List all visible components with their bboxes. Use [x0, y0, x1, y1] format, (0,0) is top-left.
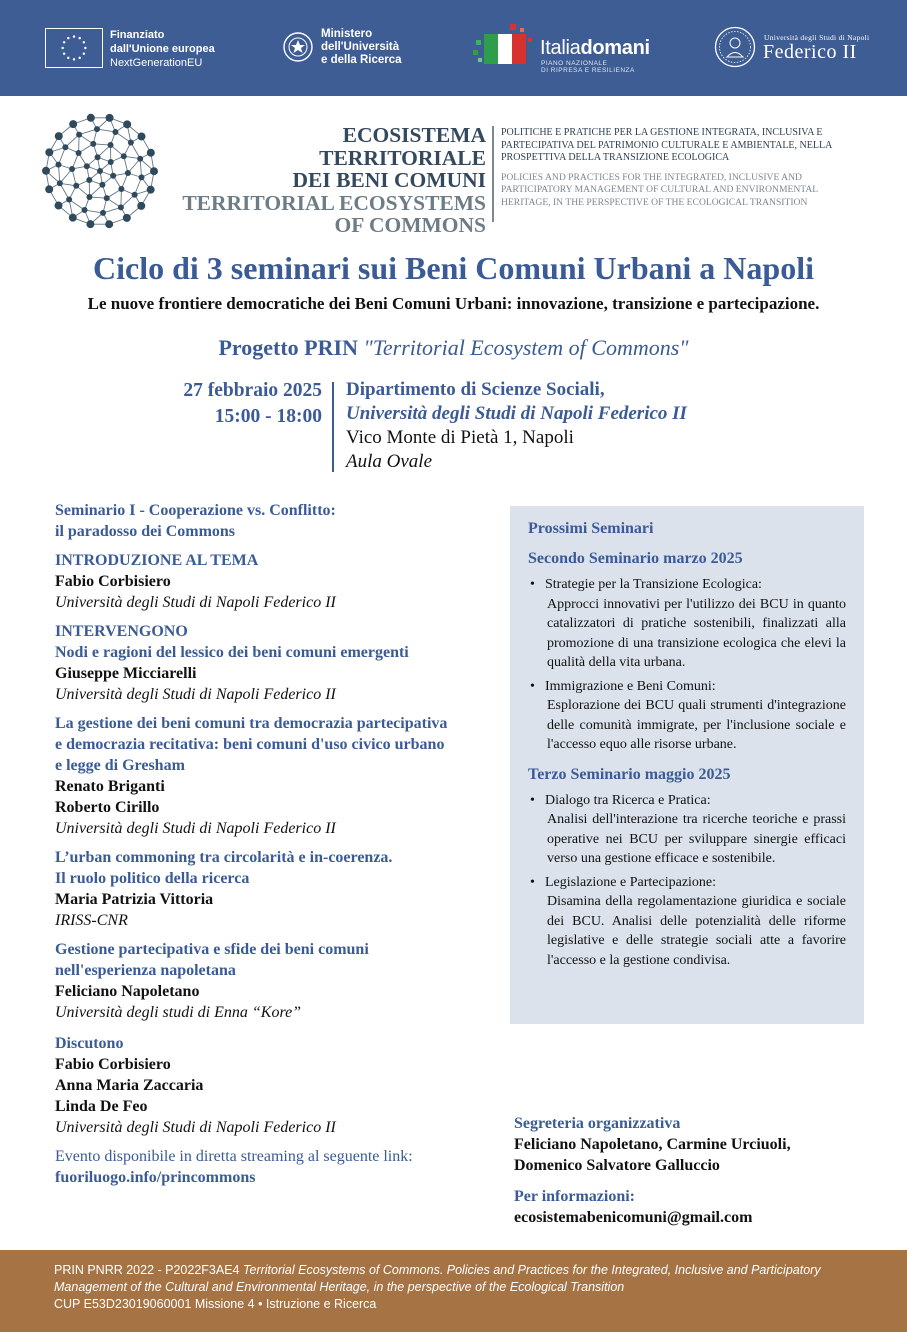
topic-description: Esplorazione dei BCU quali strumenti d'integrazione delle comunità immigrate, per l'inclusione sociale e l'accesso equo alle risorse urbane. — [547, 698, 846, 752]
topic-title: Immigrazione e Beni Comuni: — [545, 678, 716, 694]
secretariat-heading: Segreteria organizzativa — [514, 1115, 681, 1132]
eu-line-3: NextGenerationEU — [110, 57, 203, 69]
seminar-title-line-2: il paradosso dei Commons — [55, 523, 236, 540]
seminar-title-line-1: Seminario I - Cooperazione vs. Conflitto: — [55, 502, 336, 519]
italian-republic-emblem-icon — [282, 30, 314, 64]
ecosystem-description — [501, 127, 861, 209]
event-department: Dipartimento di Scienze Sociali, — [346, 379, 605, 400]
topic-description: Approcci innovativi per l'utilizzo dei BCU in quanto catalizzatori di pratiche sostenibili, finalizzati alla promozione di una transizione ecologica che elevi la qualità della vita urbana. — [547, 596, 846, 670]
talk-1-speaker: Giuseppe Micciarelli — [55, 665, 197, 682]
third-seminar-list — [528, 791, 846, 971]
talk-2-affiliation: Università degli Studi di Napoli Federico II — [55, 820, 336, 837]
list-item — [528, 677, 846, 755]
top-logo-bar — [0, 0, 907, 96]
bullet-icon: • — [530, 678, 535, 694]
seminar-program — [55, 500, 505, 1188]
mur-line-1: Ministero — [321, 28, 373, 40]
eu-line-2: dall'Unione europea — [110, 43, 215, 55]
mur-line-2: dell'Università — [321, 41, 400, 53]
italia-domani-logo-text — [540, 37, 650, 60]
talk-4-affiliation: Università degli studi di Enna “Kore” — [55, 1004, 302, 1021]
federico-university-label: Università degli Studi di Napoli — [764, 33, 870, 42]
secretariat-line-1: Feliciano Napoletano, Carmine Urciuoli, — [514, 1136, 791, 1153]
discussants-heading: Discutono — [55, 1035, 124, 1052]
federico-ii-seal-icon — [714, 26, 756, 68]
eu-flag-icon — [45, 28, 103, 68]
list-item — [528, 791, 846, 869]
pnrr-line-1: PIANO NAZIONALE — [541, 60, 608, 67]
ecosystem-divider — [492, 126, 494, 222]
secretariat-line-2: Domenico Salvatore Galluccio — [514, 1157, 720, 1174]
italia-word: Italia — [540, 37, 581, 59]
bullet-icon: • — [530, 874, 535, 890]
third-seminar-title: Terzo Seminario maggio 2025 — [528, 765, 731, 783]
network-graph-logo-icon — [40, 112, 160, 230]
ecosystem-description-en: POLICIES AND PRACTICES FOR THE INTEGRATED, INCLUSIVE AND PARTICIPATORY MANAGEMENT OF CULTURAL AND ENVIRONMENTAL HERITAGE, IN THE PERSPECTIVE OF THE ECOLOGICAL TRANSITION — [501, 171, 818, 208]
talk-4-title-line-1: Gestione partecipativa e sfide dei beni comuni — [55, 941, 369, 958]
event-address: Vico Monte di Pietà 1, Napoli — [346, 427, 574, 448]
contacts-block — [514, 1113, 874, 1228]
bullet-icon: • — [530, 577, 535, 592]
topic-title: Legislazione e Partecipazione: — [545, 874, 717, 890]
second-seminar-list — [528, 575, 846, 755]
discussant-1: Fabio Corbisiero — [55, 1056, 171, 1073]
info-heading: Per informazioni: — [514, 1188, 636, 1205]
talk-3-speaker: Maria Patrizia Vittoria — [55, 891, 214, 908]
bullet-icon: • — [530, 792, 535, 808]
next-seminars-heading: Prossimi Seminari — [528, 520, 654, 537]
talk-3-title-line-1: L’urban commoning tra circolarità e in-coerenza. — [55, 849, 393, 866]
prin-project-name: "Territorial Ecosystem of Commons" — [363, 335, 689, 360]
ecosystem-title — [178, 124, 486, 237]
next-seminars-panel — [510, 506, 864, 1024]
page-subtitle: Le nuove frontiere democratiche dei Beni Comuni Urbani: innovazione, transizione e partecipazione. — [87, 294, 820, 313]
talk-2-title-line-2: e democrazia recitativa: beni comuni d'uso civico urbano — [55, 736, 445, 753]
talk-1-title: Nodi e ragioni del lessico dei beni comuni emergenti — [55, 644, 409, 661]
eu-funding-label — [110, 28, 215, 70]
pnrr-line-2: DI RIPRESA E RESILIENZA — [541, 67, 635, 74]
talk-2-speaker-2: Roberto Cirillo — [55, 799, 160, 816]
eu-line-1: Finanziato — [110, 29, 165, 41]
mur-line-3: e della Ricerca — [321, 54, 402, 66]
topic-title: Strategie per la Transizione Ecologica: — [545, 577, 762, 592]
talk-2-title-line-3: e legge di Gresham — [55, 757, 185, 774]
federico-ii-name: Federico II — [763, 41, 857, 63]
prin-label: Progetto PRIN — [218, 335, 358, 360]
discussants-affiliation: Università degli Studi di Napoli Federico II — [55, 1119, 336, 1136]
footer-project-title: Territorial Ecosystems of Commons. Policies and Practices for the Integrated, Inclusive and Participatory Management of the Cultural and Environmental Heritage, in the perspective of the Ecological Transition — [54, 1263, 821, 1294]
footer-project-code: PRIN PNRR 2022 - P2022F3AE4 — [54, 1263, 240, 1277]
contact-email[interactable]: ecosistemabenicomuni@gmail.com — [514, 1209, 753, 1226]
footer-bar — [0, 1250, 907, 1332]
streaming-text: Evento disponibile in diretta streaming al seguente link: — [55, 1148, 413, 1165]
italia-domani-mark-icon — [470, 20, 534, 74]
list-item — [528, 575, 846, 673]
date-place-divider — [332, 382, 334, 472]
intro-affiliation: Università degli Studi di Napoli Federico II — [55, 594, 336, 611]
prin-project-line — [0, 335, 907, 361]
ecosystem-title-en-2: OF COMMONS — [334, 213, 486, 237]
page-title: Ciclo di 3 seminari sui Beni Comuni Urbani a Napoli — [93, 250, 814, 286]
ministry-label — [321, 28, 402, 67]
ecosystem-description-it: POLITICHE E PRATICHE PER LA GESTIONE INTEGRATA, INCLUSIVA E PARTECIPATIVA DEL PATRIMONIO CULTURALE E AMBIENTALE, NELLA PROSPETTIVA DELLA TRANSIZIONE ECOLOGICA — [501, 127, 832, 163]
footer-cup: CUP E53D23019060001 Missione 4 • Istruzione e Ricerca — [54, 1297, 377, 1311]
talk-2-title-line-1: La gestione dei beni comuni tra democrazia partecipativa — [55, 715, 448, 732]
second-seminar-title: Secondo Seminario marzo 2025 — [528, 550, 743, 567]
streaming-link[interactable]: fuoriluogo.info/princommons — [55, 1169, 256, 1186]
intro-speaker: Fabio Corbisiero — [55, 573, 171, 590]
talk-4-speaker: Feliciano Napoletano — [55, 983, 200, 1000]
event-date: 27 febbraio 2025 — [183, 380, 322, 401]
intro-heading: INTRODUZIONE AL TEMA — [55, 552, 259, 569]
speakers-heading: INTERVENGONO — [55, 623, 188, 640]
event-room: Aula Ovale — [346, 451, 433, 472]
list-item — [528, 873, 846, 971]
talk-4-title-line-2: nell'esperienza napoletana — [55, 962, 236, 979]
ecosystem-title-it-1: ECOSISTEMA TERRITORIALE — [319, 123, 486, 170]
topic-title: Dialogo tra Ricerca e Pratica: — [545, 792, 711, 808]
talk-3-affiliation: IRISS-CNR — [55, 912, 128, 929]
topic-description: Analisi dell'interazione tra ricerche teoriche e prassi operative nei BCU per sviluppare sinergie efficaci verso una gestione efficace e sostenibile. — [547, 812, 846, 866]
talk-3-title-line-2: Il ruolo politico della ricerca — [55, 870, 250, 887]
event-university: Università degli Studi di Napoli Federico II — [346, 403, 687, 424]
pnrr-label — [541, 60, 635, 74]
event-location — [346, 378, 866, 474]
talk-2-speaker-1: Renato Briganti — [55, 778, 165, 795]
discussant-2: Anna Maria Zaccaria — [55, 1077, 204, 1094]
discussant-3: Linda De Feo — [55, 1098, 148, 1115]
talk-1-affiliation: Università degli Studi di Napoli Federico II — [55, 686, 336, 703]
ecosystem-title-it-2: DEI BENI COMUNI — [292, 168, 486, 192]
event-time: 15:00 - 18:00 — [214, 406, 322, 427]
event-date-time — [140, 378, 322, 430]
topic-description: Disamina della regolamentazione giuridica e sociale dei BCU. Analisi delle potenzialità delle riforme legislative e delle strategie sociali atte a favorire l'accesso e la gestione condivisa. — [547, 894, 846, 968]
ecosystem-title-en-1: TERRITORIAL ECOSYSTEMS — [182, 190, 486, 215]
domani-word: domani — [580, 37, 650, 59]
